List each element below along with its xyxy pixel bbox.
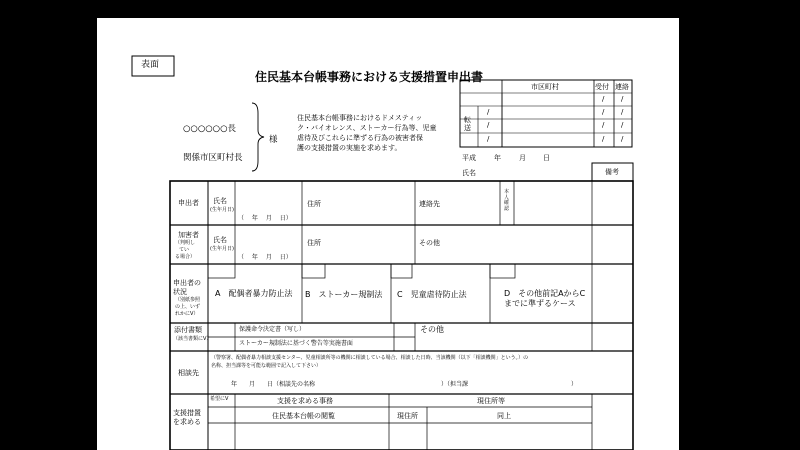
status-option-c[interactable]: C 児童虐待防止法 xyxy=(397,290,467,299)
perpetrator-other-label: その他 xyxy=(419,239,440,247)
consultation-text-1: （警察署、配偶者暴力相談支援センター、児童相談所等の機関に相談している場合、相談した日時、当該機関（以下「相談機関」という。）の xyxy=(211,355,529,361)
self-confirm-label: 本人確認 xyxy=(504,189,510,212)
support-row1-task[interactable]: 住民基本台帳の閲覧 xyxy=(272,412,335,420)
perpetrator-note-1: （判明し xyxy=(175,240,196,246)
perpetrator-label: 加害者 xyxy=(178,231,199,239)
application-form-page xyxy=(97,18,679,450)
slash: / xyxy=(487,135,490,143)
applicant-dob-note: (生年月日) xyxy=(210,207,234,213)
date-year: 年 xyxy=(494,154,501,162)
intro-line-2: ク・バイオレンス、ストーカー行為等、児童 xyxy=(297,124,437,132)
status-note-3: れかにV） xyxy=(175,311,199,317)
applicant-name-label: 氏名 xyxy=(213,197,227,205)
attachment-doc1[interactable]: 保護命令決定書（写し） xyxy=(239,326,306,333)
slash: / xyxy=(621,108,624,116)
remarks-header: 備考 xyxy=(605,168,619,176)
consultation-text-2: 名称、担当課等を可能な範囲で記入して下さい） xyxy=(211,363,322,369)
intro-line-3: 虐待及びこれらに準ずる行為の被害者保 xyxy=(297,134,423,142)
transfer-col-contact: 連絡 xyxy=(615,83,629,91)
slash: / xyxy=(621,121,624,129)
consultation-label: 相談先 xyxy=(178,369,199,377)
support-check-label: 希望にV xyxy=(210,396,229,402)
perpetrator-name-label: 氏名 xyxy=(213,236,227,244)
intro-line-1: 住民基本台帳事務におけるドメスティッ xyxy=(297,114,423,122)
applicant-dob-format: （ 年 月 日） xyxy=(238,215,292,222)
perpetrator-note-3: る場合） xyxy=(175,254,196,260)
transfer-label: 転送 xyxy=(464,116,471,133)
slash: / xyxy=(602,135,605,143)
support-col-tasks: 支援を求める事務 xyxy=(277,397,333,405)
attachments-label: 添付書類 xyxy=(174,326,202,334)
consultation-person: ）（担当課 xyxy=(441,381,469,388)
slash: / xyxy=(621,95,624,103)
perpetrator-dob-format: （ 年 月 日） xyxy=(238,254,292,261)
slash: / xyxy=(602,121,605,129)
slash: / xyxy=(621,135,624,143)
support-row1-col: 現住所 xyxy=(397,412,418,420)
form-title: 住民基本台帳事務における支援措置申出書 xyxy=(255,70,484,84)
status-label: 申出者の状況 xyxy=(173,279,201,296)
status-option-d[interactable]: D その他前記AからCまでに準ずるケース xyxy=(504,289,586,308)
perpetrator-address-label: 住所 xyxy=(307,239,321,247)
applicant-address-label: 住所 xyxy=(307,200,321,208)
addressee-sub: 関係市区町村長 xyxy=(183,153,243,163)
status-option-b[interactable]: B ストーカー規制法 xyxy=(305,290,383,299)
date-month: 月 xyxy=(519,154,526,162)
attachment-doc2[interactable]: ストーカー規制法に基づく警告等実施書面 xyxy=(239,340,353,347)
addressee-main: ○○○○○○長 xyxy=(183,124,237,134)
name-label: 氏名 xyxy=(462,169,476,177)
consultation-close: ） xyxy=(571,381,578,388)
support-label: 支援措置を求める xyxy=(173,409,201,426)
slash: / xyxy=(487,121,490,129)
perpetrator-note-2: てい xyxy=(179,247,190,253)
status-note-1: （別紙参照 xyxy=(175,297,201,303)
transfer-col-received: 受付 xyxy=(595,83,609,91)
attachments-note: （該当書類にV） xyxy=(173,336,212,342)
honorific: 様 xyxy=(269,135,278,145)
status-option-a[interactable]: A 配偶者暴力防止法 xyxy=(215,289,293,298)
date-day: 日 xyxy=(543,154,550,162)
attachment-other[interactable]: その他 xyxy=(420,325,444,334)
date-era: 平成 xyxy=(462,154,476,162)
side-label: 表面 xyxy=(141,60,160,70)
applicant-contact-label: 連絡先 xyxy=(419,200,440,208)
status-note-2: の上、いず xyxy=(175,304,201,310)
support-col-address: 現住所等 xyxy=(477,397,505,405)
slash: / xyxy=(602,95,605,103)
slash: / xyxy=(487,108,490,116)
applicant-label: 申出者 xyxy=(178,199,199,207)
support-row1-value: 同上 xyxy=(497,412,511,420)
slash: / xyxy=(602,108,605,116)
perpetrator-dob-note: (生年月日) xyxy=(210,246,234,252)
consultation-date-line: 年 月 日（相談先の名称 xyxy=(231,381,316,388)
intro-line-4: 護の支援措置の実施を求めます。 xyxy=(297,144,402,152)
transfer-col-city: 市区町村 xyxy=(531,83,559,91)
